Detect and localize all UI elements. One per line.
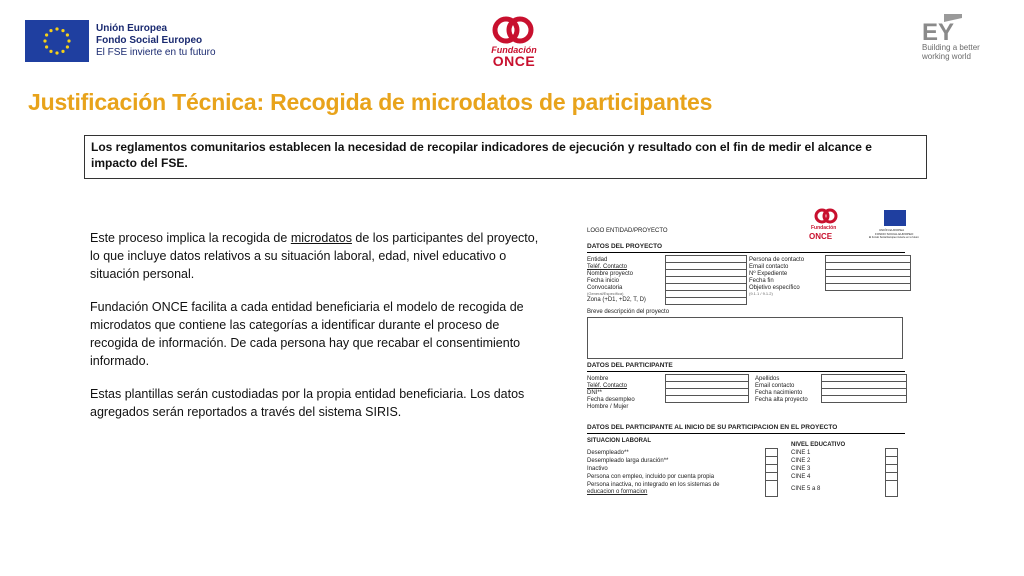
form-once-line1: Fundación bbox=[811, 225, 837, 231]
form-field bbox=[665, 395, 749, 403]
form-project-label-right: Nº Expediente bbox=[749, 271, 788, 277]
eu-line1: Unión Europea bbox=[96, 23, 168, 34]
form-project-label-right: (9.1.1 / 9.1.2) bbox=[749, 291, 773, 296]
form-project-label: Entidad bbox=[587, 257, 608, 263]
form-labor-item: Persona inactiva, no integrado en los sistemas de bbox=[587, 482, 720, 488]
microdata-form-image bbox=[585, 205, 919, 505]
ey-logo bbox=[922, 14, 962, 42]
form-project-label-right: Fecha fin bbox=[749, 278, 774, 284]
form-participant-label-right: Email contacto bbox=[755, 383, 795, 389]
paragraph-1-end: de los participantes del proyecto, lo que incluye datos relativos a su situación laboral, edad, nivel educativo o situación personal. bbox=[90, 231, 539, 281]
form-participant-label: Fecha desempleo bbox=[587, 397, 635, 403]
form-edu-item: CINE 2 bbox=[791, 458, 811, 464]
form-project-label: (General/Específica) bbox=[587, 291, 624, 296]
form-divider bbox=[587, 433, 905, 434]
ey-tagline bbox=[922, 43, 980, 61]
body-text bbox=[90, 229, 550, 436]
once-logo-line2: ONCE bbox=[492, 53, 536, 69]
eu-flag-logo bbox=[25, 20, 89, 62]
paragraph-1 bbox=[90, 229, 550, 283]
form-participant-label: Teléf. Contacto bbox=[587, 383, 628, 389]
form-participant-label-right: Fecha alta proyecto bbox=[755, 397, 808, 403]
form-section-participant: DATOS DEL PARTICIPANTE bbox=[587, 362, 673, 369]
paragraph-2: Fundación ONCE facilita a cada entidad beneficiaria el modelo de recogida de microdatos que contiene las categorías a identificar durante el proceso de recogida de información. De cada persona hay que recabar el consentimiento informado. bbox=[90, 300, 524, 368]
form-participant-label: DNI** bbox=[587, 390, 603, 396]
form-participant-label-right: Fecha nacimiento bbox=[755, 390, 803, 396]
form-field bbox=[821, 395, 907, 403]
paragraph-1-start: Este proceso implica la recogida de bbox=[90, 231, 291, 245]
form-project-label: Fecha inicio bbox=[587, 278, 620, 284]
form-edu-item: CINE 4 bbox=[791, 474, 811, 480]
form-once-line2: ONCE bbox=[809, 232, 833, 241]
form-participant-label: Nombre bbox=[587, 376, 609, 382]
form-divider bbox=[587, 252, 905, 253]
form-project-label: Nombre proyecto bbox=[587, 271, 634, 277]
form-project-label-right: Email contacto bbox=[749, 264, 789, 270]
form-labor-item: Desempleado** bbox=[587, 450, 629, 456]
form-field bbox=[825, 283, 911, 291]
form-edu-title: NIVEL EDUCATIVO bbox=[791, 442, 846, 448]
form-divider bbox=[587, 371, 905, 372]
form-project-label-right: Objetivo específico bbox=[749, 285, 800, 291]
eu-line3: El FSE invierte en tu futuro bbox=[96, 47, 216, 58]
page-title: Justificación Técnica: Recogida de microdatos de participantes bbox=[28, 89, 713, 115]
form-participant-label-right: Apellidos bbox=[755, 376, 780, 382]
form-section-start: DATOS DEL PARTICIPANTE AL INICIO DE SU PARTICIPACION EN EL PROYECTO bbox=[587, 424, 838, 431]
form-eu-line1: UNIÓN EUROPEA bbox=[879, 228, 905, 232]
form-project-label: Teléf. Contacto bbox=[587, 264, 628, 270]
once-logo-line1: Fundación bbox=[491, 45, 537, 55]
form-labor-item: educacion o formacion bbox=[587, 489, 648, 495]
form-edu-item: CINE 1 bbox=[791, 450, 811, 456]
form-eu-flag bbox=[884, 210, 906, 226]
form-project-label-right: Persona de contacto bbox=[749, 257, 805, 263]
ey-tagline-line1: Building a better bbox=[922, 43, 980, 52]
form-labor-item: Inactivo bbox=[587, 466, 608, 472]
form-participant-label: Hombre / Mujer bbox=[587, 404, 629, 410]
paragraph-3: Estas plantillas serán custodiadas por la propia entidad beneficiaria. Los datos agregados serán reportados a través del sistema SIRIS. bbox=[90, 387, 525, 419]
form-field bbox=[665, 297, 747, 305]
form-section-project: DATOS DEL PROYECTO bbox=[587, 243, 663, 250]
microdatos-link[interactable]: microdatos bbox=[290, 231, 352, 245]
svg-text:EY: EY bbox=[922, 19, 955, 42]
form-edu-item: CINE 5 a 8 bbox=[791, 486, 821, 492]
form-labor-item: Persona con empleo, incluido por cuenta propia bbox=[587, 474, 715, 480]
form-labor-title: SITUACION LABORAL bbox=[587, 438, 651, 444]
form-eu-line3: El Fondo Social Europeo invierte en tu futuro bbox=[869, 236, 919, 239]
form-eu-line2: FONDO SOCIAL EUROPEO bbox=[875, 232, 914, 236]
form-brief-label: Breve descripción del proyecto bbox=[587, 309, 670, 315]
form-once-icon bbox=[811, 207, 841, 225]
form-logo-placeholder: LOGO ENTIDAD/PROYECTO bbox=[587, 228, 668, 234]
form-edu-item: CINE 3 bbox=[791, 466, 811, 472]
form-project-label: Convocatoria bbox=[587, 285, 623, 291]
form-project-label: Zona (+D1, +D2, T, D) bbox=[587, 297, 646, 303]
eu-logo-text bbox=[96, 23, 216, 59]
form-brief-box bbox=[587, 317, 903, 359]
intro-box: Los reglamentos comunitarios establecen la necesidad de recopilar indicadores de ejecución y resultado con el fin de medir el alcance e impacto del FSE. bbox=[84, 135, 927, 179]
form-labor-item: Desempleado larga duración** bbox=[587, 458, 669, 464]
eu-line2: Fondo Social Europeo bbox=[96, 35, 203, 46]
ey-tagline-line2: working world bbox=[922, 52, 971, 61]
